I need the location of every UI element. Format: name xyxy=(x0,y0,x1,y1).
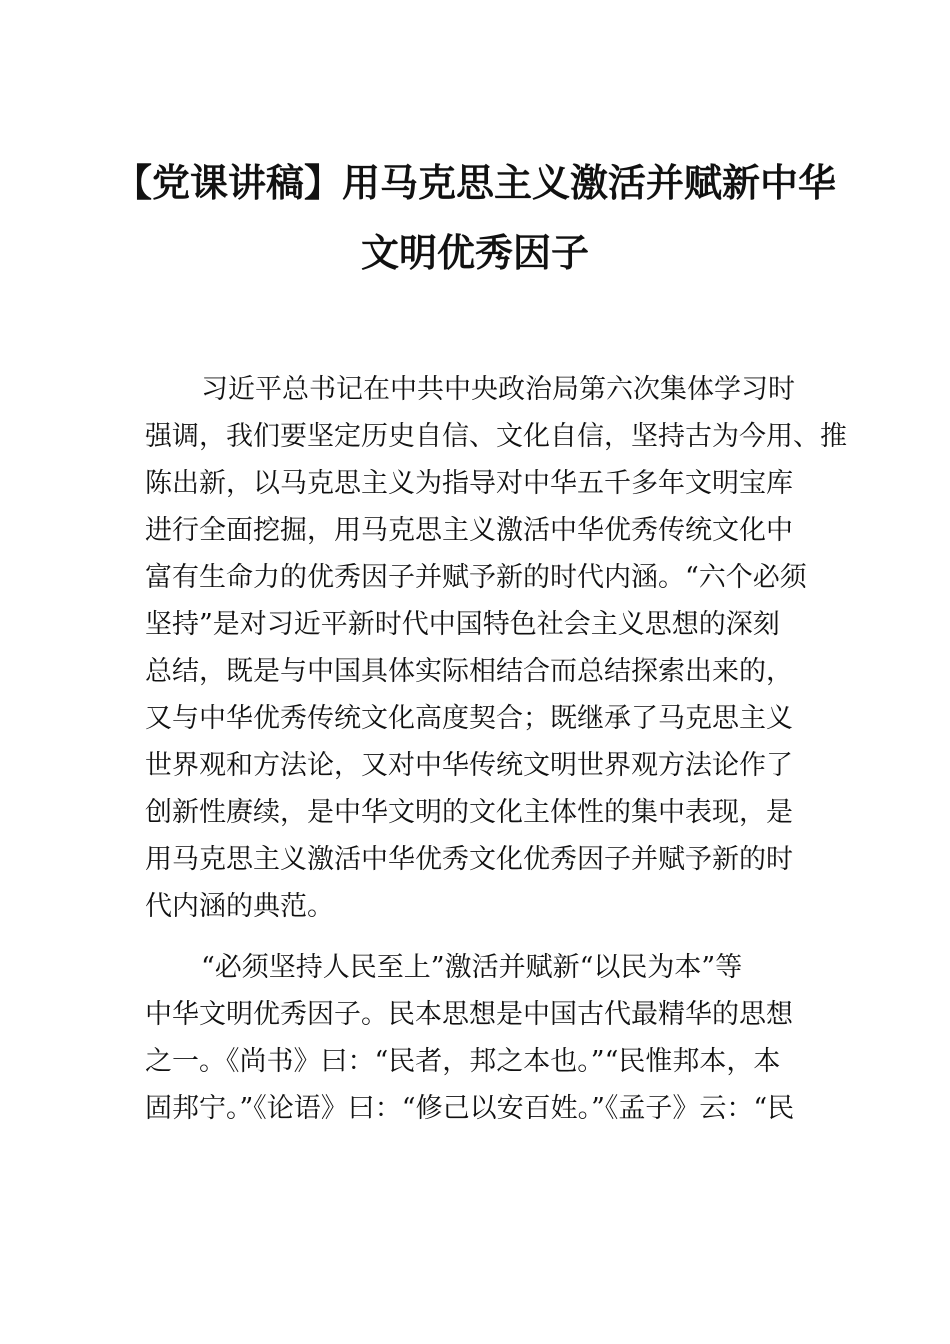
paragraph-line: 中华文明优秀因子。民本思想是中国古代最精华的思想 xyxy=(145,999,793,1030)
paragraph-line: 之一。《尚书》曰：“民者，邦之本也。”“民惟邦本，本 xyxy=(145,1046,781,1077)
paragraph-1 xyxy=(145,366,847,930)
paragraph-line: 世界观和方法论，又对中华传统文明世界观方法论作了 xyxy=(145,750,793,781)
paragraph-line: 代内涵的典范。 xyxy=(145,891,334,922)
paragraph-line: 进行全面挖掘，用马克思主义激活中华优秀传统文化中 xyxy=(145,515,793,546)
paragraph-line: 又与中华优秀传统文化高度契合；既继承了马克思主义 xyxy=(145,703,793,734)
paragraph-line: 总结，既是与中国具体实际相结合而总结探索出来的， xyxy=(145,656,793,687)
paragraph-2 xyxy=(145,944,825,1132)
title-line-2: 文明优秀因子 xyxy=(360,230,589,275)
paragraph-line: “必须坚持人民至上”激活并赋新“以民为本”等 xyxy=(201,952,743,983)
paragraph-line: 习近平总书记在中共中央政治局第六次集体学习时 xyxy=(201,374,795,405)
paragraph-line: 固邦宁。”《论语》曰：“修己以安百姓。”《孟子》云：“民 xyxy=(145,1093,795,1124)
paragraph-line: 用马克思主义激活中华优秀文化优秀因子并赋予新的时 xyxy=(145,844,793,875)
paragraph-line: 创新性赓续，是中华文明的文化主体性的集中表现，是 xyxy=(145,797,793,828)
document-title xyxy=(0,148,950,288)
paragraph-line: 陈出新，以马克思主义为指导对中华五千多年文明宝库 xyxy=(145,468,793,499)
paragraph-line: 强调，我们要坚定历史自信、文化自信，坚持古为今用、推 xyxy=(145,421,847,452)
title-line-1: 【党课讲稿】用马克思主义激活并赋新中华 xyxy=(113,160,836,205)
paragraph-line: 富有生命力的优秀因子并赋予新的时代内涵。“六个必须 xyxy=(145,562,807,593)
paragraph-line: 坚持”是对习近平新时代中国特色社会主义思想的深刻 xyxy=(145,609,780,640)
